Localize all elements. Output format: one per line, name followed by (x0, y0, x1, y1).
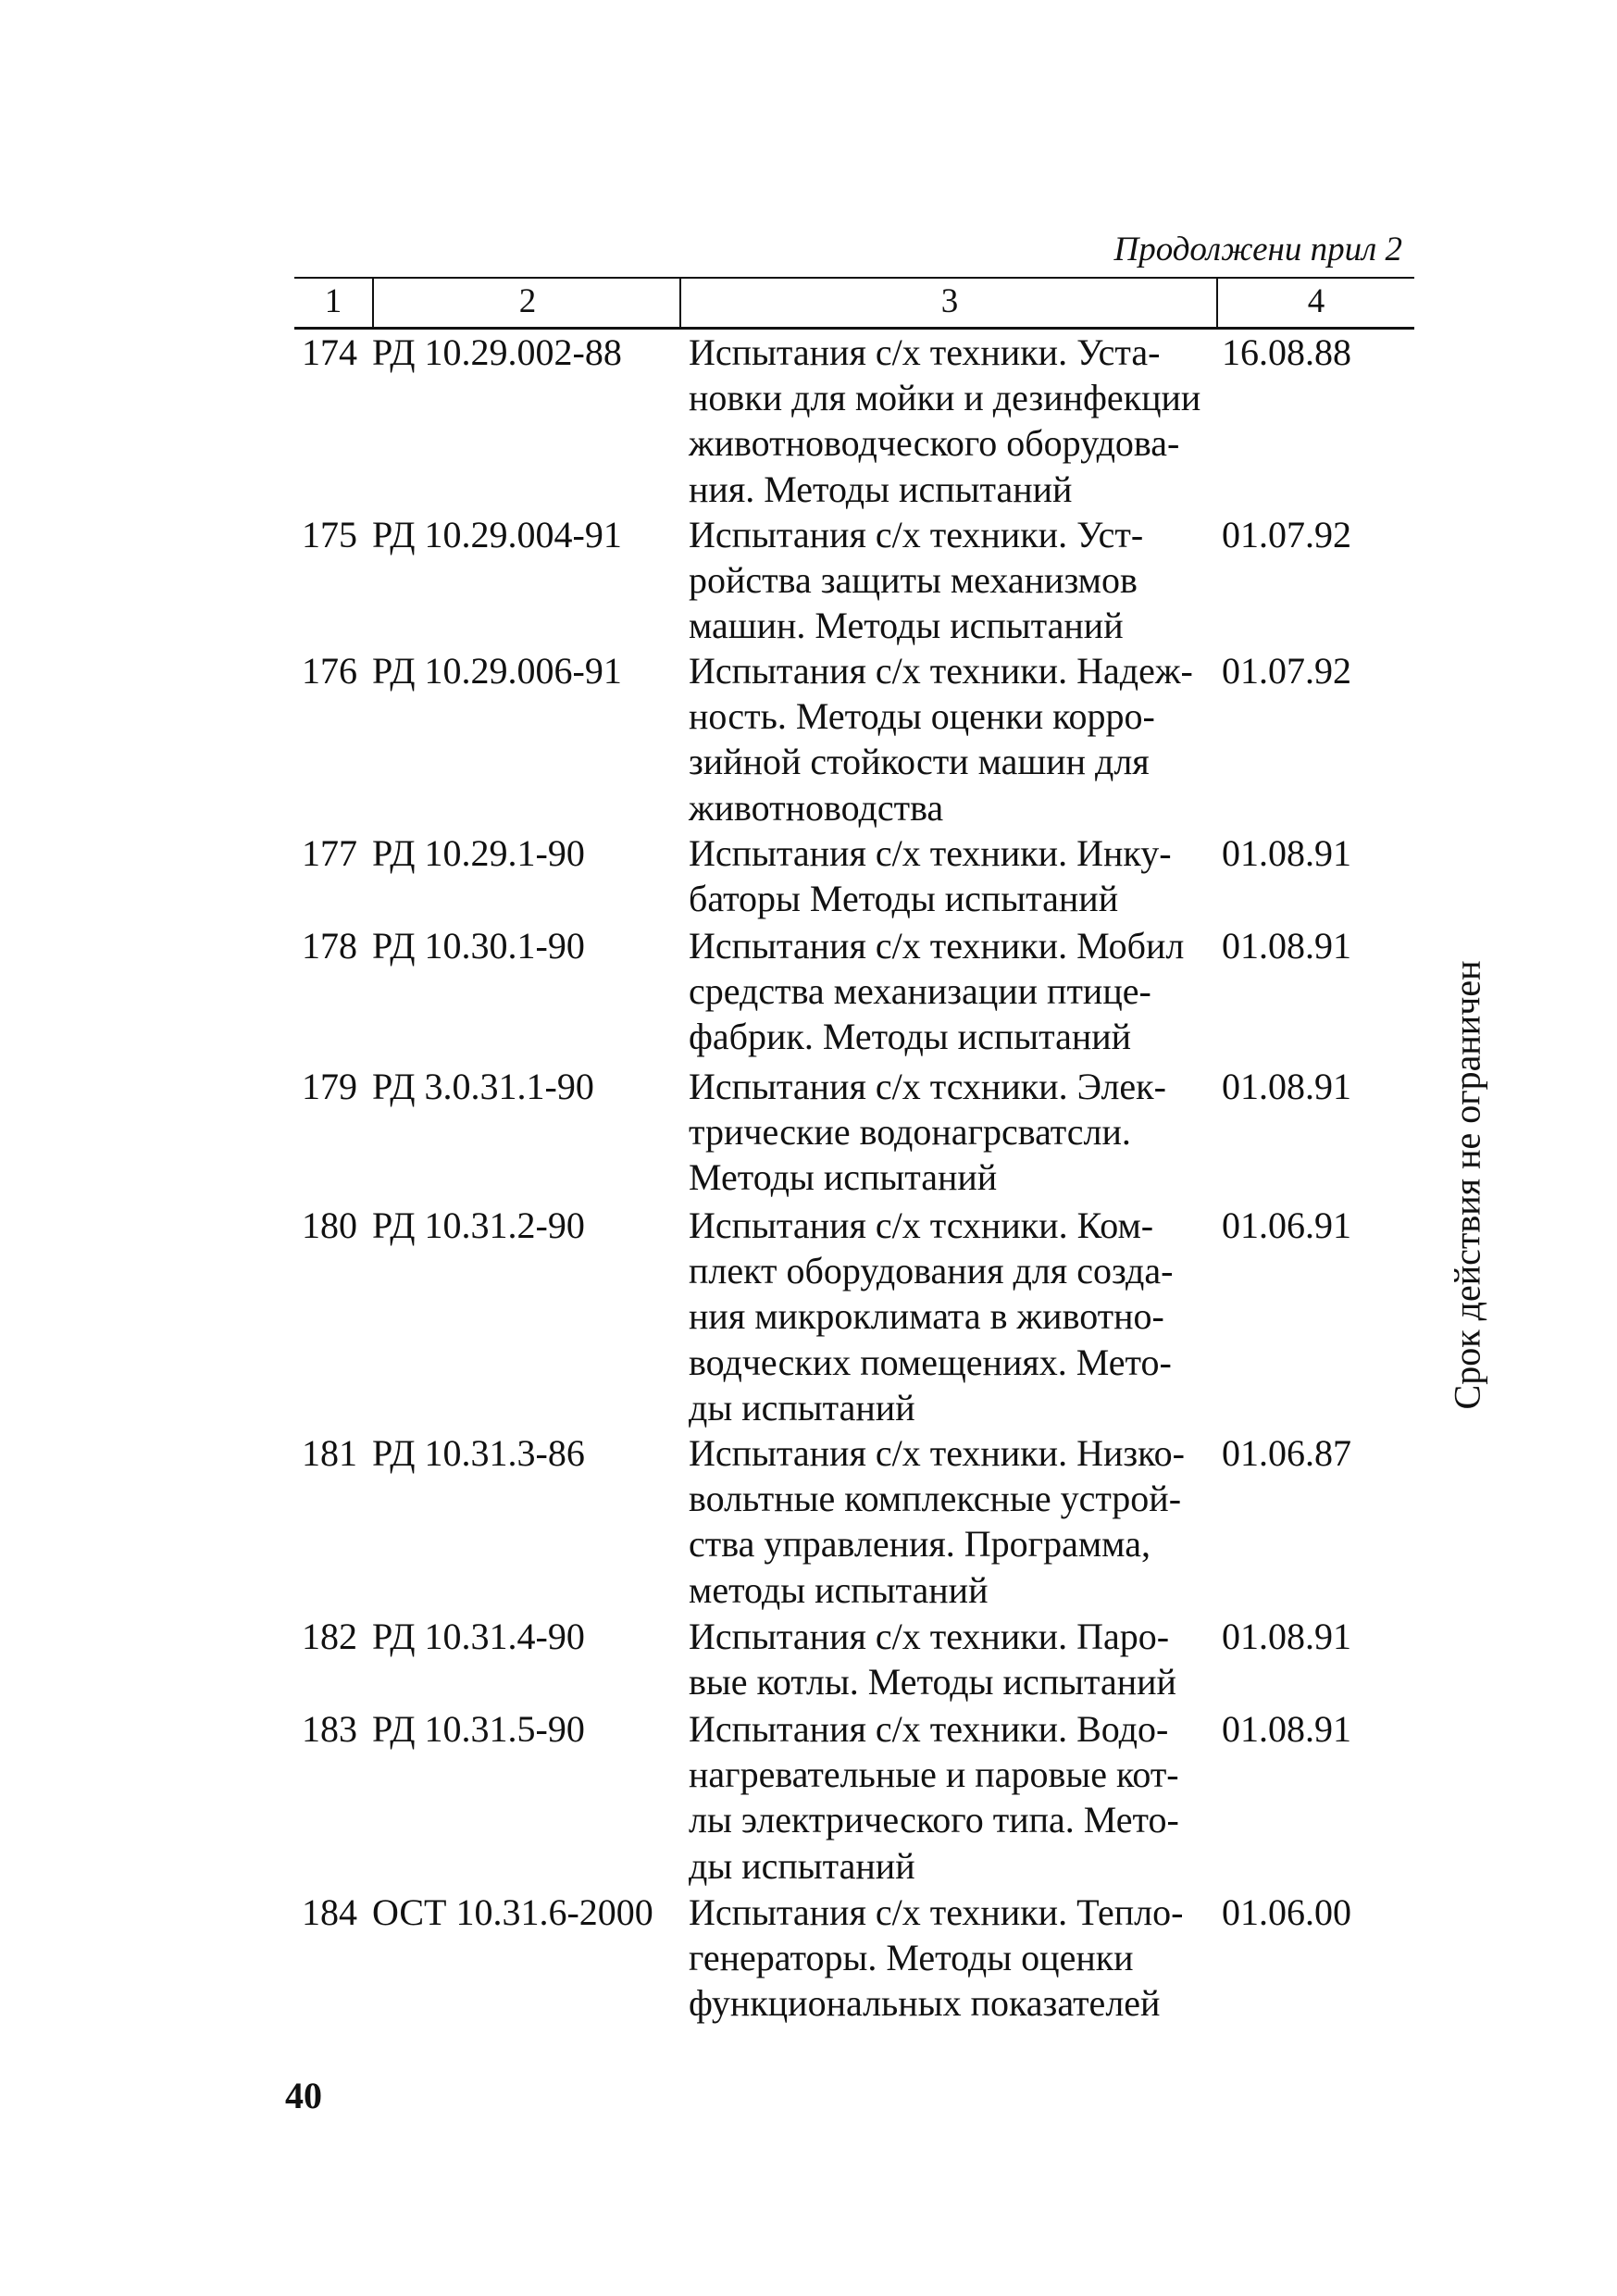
row-number: 184 (302, 1891, 357, 1933)
document-code: РД 10.31.3-86 (372, 1432, 585, 1474)
table-body (294, 330, 1414, 2028)
row-number: 175 (302, 514, 357, 555)
document-code: ОСТ 10.31.6-2000 (372, 1891, 653, 1933)
header-col-3: 3 (679, 279, 1218, 327)
table-header (294, 277, 1414, 330)
document-title: Испытания с/х тсхники. Ком- плект оборудования для созда- ния микроклимата в животно- водческих помещениях. Мето- ды испытаний (689, 1204, 1174, 1429)
validity-note-text: Срок действия не ограничен (1446, 960, 1488, 1410)
row-number: 174 (302, 331, 357, 373)
effective-date: 01.06.91 (1222, 1204, 1351, 1246)
effective-date: 01.08.91 (1222, 832, 1351, 874)
table-row (294, 648, 1414, 830)
page-number: 40 (285, 2075, 322, 2116)
row-number: 181 (302, 1432, 357, 1474)
document-title: Испытания с/х техники. Паро- вые котлы. Методы испытаний (689, 1616, 1176, 1703)
table-row (294, 923, 1414, 1064)
row-number: 179 (302, 1066, 357, 1107)
effective-date: 16.08.88 (1222, 331, 1351, 373)
row-number: 178 (302, 925, 357, 967)
header-col-1: 1 (324, 282, 342, 320)
table-row (294, 1706, 1414, 1890)
table-row (294, 1430, 1414, 1614)
document-title: Испытания с/х техники. Мобил средства механизации птице- фабрик. Методы испытаний (689, 925, 1185, 1058)
document-title: Испытания с/х техники. Низко- вольтные комплексные устрой- ства управления. Программа, методы испытаний (689, 1432, 1185, 1611)
table-row (294, 1890, 1414, 2028)
table-row (294, 1614, 1414, 1706)
document-title: Испытания с/х тсхники. Элек- трические водонагрсватсли. Методы испытаний (689, 1066, 1166, 1199)
table-row (294, 512, 1414, 648)
effective-date: 01.07.92 (1222, 650, 1351, 692)
validity-note (1439, 944, 1495, 1426)
table-row (294, 330, 1414, 512)
row-number: 177 (302, 832, 357, 874)
header-col-2: 2 (372, 279, 681, 327)
document-code: РД 10.29.002-88 (372, 331, 622, 373)
document-code: РД 10.29.006-91 (372, 650, 622, 692)
document-code: РД 3.0.31.1-90 (372, 1066, 594, 1107)
document-code: РД 10.31.4-90 (372, 1616, 585, 1657)
document-code: РД 10.30.1-90 (372, 925, 585, 967)
header-col-4: 4 (1216, 279, 1414, 327)
document-code: РД 10.29.1-90 (372, 832, 585, 874)
document-title: Испытания с/х техники. Уста- новки для мойки и дезинфекции животноводческого оборудова- ния. Методы испытаний (689, 331, 1201, 510)
effective-date: 01.07.92 (1222, 514, 1351, 555)
effective-date: 01.08.91 (1222, 1066, 1351, 1107)
table-row (294, 1203, 1414, 1430)
table-row (294, 1064, 1414, 1203)
document-code: РД 10.31.5-90 (372, 1708, 585, 1750)
document-code: РД 10.29.004-91 (372, 514, 622, 555)
effective-date: 01.06.87 (1222, 1432, 1351, 1474)
effective-date: 01.08.91 (1222, 925, 1351, 967)
effective-date: 01.08.91 (1222, 1708, 1351, 1750)
row-number: 180 (302, 1204, 357, 1246)
effective-date: 01.06.00 (1222, 1891, 1351, 1933)
document-title: Испытания с/х техники. Водо- нагревательные и паровые кот- лы электрического типа. Мето- ды испытаний (689, 1708, 1179, 1887)
document-title: Испытания с/х техники. Надеж- ность. Методы оценки корро- зийной стойкости машин для животноводства (689, 650, 1193, 829)
table-row (294, 830, 1414, 923)
row-number: 183 (302, 1708, 357, 1750)
document-title: Испытания с/х техники. Инку- баторы Методы испытаний (689, 832, 1172, 920)
document-title: Испытания с/х техники. Уст- ройства защиты механизмов машин. Методы испытаний (689, 514, 1144, 647)
table-caption: Продолжени прил 2 (1113, 231, 1402, 268)
document-title: Испытания с/х техники. Тепло- генераторы. Методы оценки функциональных показателей (689, 1891, 1184, 2025)
effective-date: 01.08.91 (1222, 1616, 1351, 1657)
row-number: 176 (302, 650, 357, 692)
document-code: РД 10.31.2-90 (372, 1204, 585, 1246)
row-number: 182 (302, 1616, 357, 1657)
